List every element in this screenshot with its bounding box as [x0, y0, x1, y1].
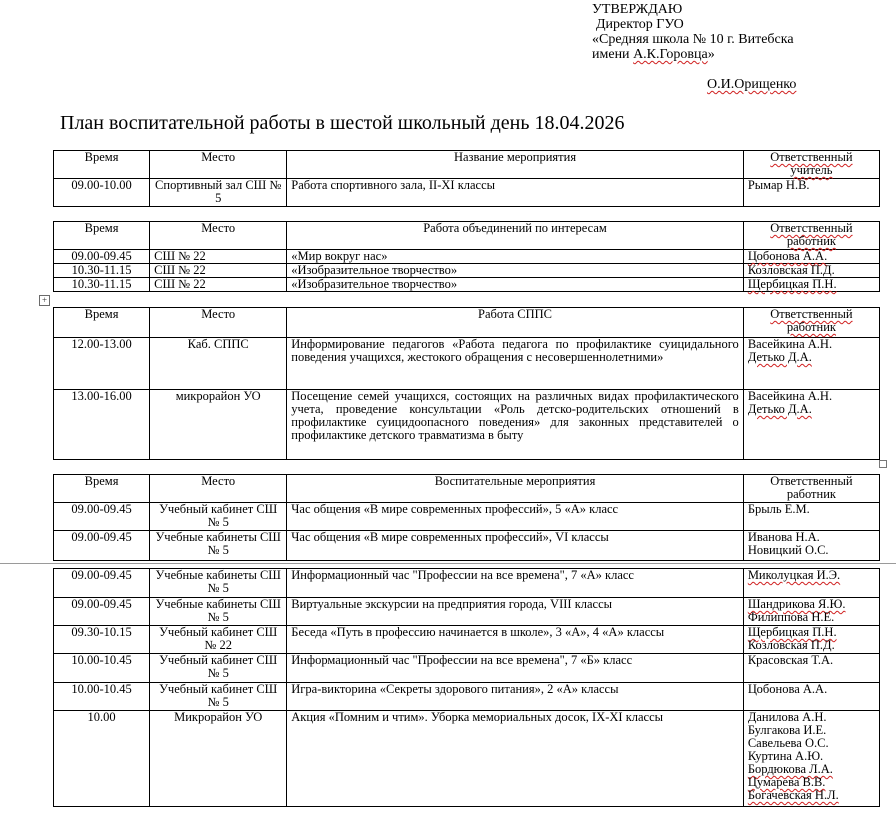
cell-time: 10.30-11.15	[54, 278, 150, 292]
cell-responsible: Миколуцкая И.Э.	[743, 569, 879, 598]
table-resize-handle[interactable]	[879, 460, 887, 468]
cell-responsible: Васейкина А.Н. Детько Д.А.	[743, 390, 879, 460]
cell-time: 10.30-11.15	[54, 264, 150, 278]
cell-time: 09.30-10.15	[54, 626, 150, 654]
cell-event: «Изобразительное творчество»	[287, 278, 744, 292]
table-row	[54, 626, 880, 654]
cell-responsible: Данилова А.Н. Булгакова И.Е. Савельева О.С. Куртина А.Ю. Бордюкова Л.А. Цумарева В.В. Богачевская Н.Л.	[743, 711, 879, 807]
approval-school: «Средняя школа № 10 г. Витебска	[592, 32, 794, 47]
table-row	[54, 531, 880, 561]
cell-place: СШ № 22	[150, 250, 287, 264]
table-row	[54, 683, 880, 711]
cell-responsible: Козловская П.Д.	[743, 264, 879, 278]
cell-time: 09.00-09.45	[54, 598, 150, 626]
cell-responsible: Красовская Т.А.	[743, 654, 879, 683]
cell-place: Учебные кабинеты СШ № 5	[150, 569, 287, 598]
approval-position: Директор ГУО	[596, 17, 684, 32]
header-place: Место	[150, 222, 287, 250]
table-row	[54, 338, 880, 390]
table-row	[54, 390, 880, 460]
educational-events-table	[53, 474, 880, 561]
cell-responsible: Цобонова А.А.	[743, 250, 879, 264]
cell-place: Учебный кабинет СШ № 5	[150, 683, 287, 711]
header-time: Время	[54, 151, 150, 179]
cell-event: Виртуальные экскурсии на предприятия города, VIII классы	[287, 598, 744, 626]
cell-event: «Мир вокруг нас»	[287, 250, 744, 264]
header-responsible: Ответственный работник	[743, 475, 879, 503]
cell-event: Информирование педагогов «Работа педагога по профилактике суицидального поведения учащихся, жестокого обращения с несовершеннолетними»	[287, 338, 744, 390]
table-row	[54, 711, 880, 807]
cell-time: 09.00-09.45	[54, 250, 150, 264]
cell-place: Учебный кабинет СШ № 22	[150, 626, 287, 654]
table-row	[54, 179, 880, 207]
approval-heading: УТВЕРЖДАЮ	[592, 2, 683, 17]
sports-hall-table	[53, 150, 880, 207]
cell-place: Спортивный зал СШ № 5	[150, 179, 287, 207]
cell-event: Час общения «В мире современных профессий», 5 «А» класс	[287, 503, 744, 531]
cell-event: «Изобразительное творчество»	[287, 264, 744, 278]
header-time: Время	[54, 222, 150, 250]
header-event: Работа СППС	[287, 308, 744, 338]
cell-place: Учебные кабинеты СШ № 5	[150, 598, 287, 626]
header-place: Место	[150, 151, 287, 179]
table-row	[54, 503, 880, 531]
cell-place: Каб. СППС	[150, 338, 287, 390]
approval-school-name: имени А.К.Горовца»	[592, 47, 715, 62]
table-row	[54, 278, 880, 292]
table-row	[54, 264, 880, 278]
cell-event: Информационный час "Профессии на все времена", 7 «А» класс	[287, 569, 744, 598]
cell-time: 10.00-10.45	[54, 683, 150, 711]
header-responsible: Ответственный учитель	[743, 151, 879, 179]
cell-responsible: Щербицкая П.Н.	[743, 278, 879, 292]
table-row	[54, 654, 880, 683]
cell-event: Час общения «В мире современных профессий», VI классы	[287, 531, 744, 561]
cell-responsible: Брыль Е.М.	[743, 503, 879, 531]
header-event: Работа объединений по интересам	[287, 222, 744, 250]
cell-time: 09.00-09.45	[54, 569, 150, 598]
header-time: Время	[54, 308, 150, 338]
cell-time: 09.00-09.45	[54, 531, 150, 561]
page-title: План воспитательной работы в шестой школьный день 18.04.2026	[60, 112, 625, 134]
cell-time: 09.00-09.45	[54, 503, 150, 531]
cell-time: 10.00	[54, 711, 150, 807]
table-row	[54, 569, 880, 598]
spps-table	[53, 307, 880, 460]
cell-responsible: Рымар Н.В.	[743, 179, 879, 207]
cell-event: Информационный час "Профессии на все времена", 7 «Б» класс	[287, 654, 744, 683]
header-place: Место	[150, 308, 287, 338]
cell-place: Микрорайон УО	[150, 711, 287, 807]
cell-place: микрорайон УО	[150, 390, 287, 460]
approval-signature: О.И.Орищенко	[707, 77, 797, 92]
interest-groups-table	[53, 221, 880, 292]
table-row	[54, 250, 880, 264]
educational-events-table-continued	[53, 568, 880, 807]
cell-responsible: Иванова Н.А. Новицкий О.С.	[743, 531, 879, 561]
cell-place: Учебный кабинет СШ № 5	[150, 503, 287, 531]
table-row	[54, 598, 880, 626]
cell-responsible: Васейкина А.Н. Детько Д.А.	[743, 338, 879, 390]
cell-responsible: Щербицкая П.Н. Козловская П.Д.	[743, 626, 879, 654]
cell-responsible: Шандрикова Я.Ю. Филиппова Н.Е.	[743, 598, 879, 626]
cell-event: Акция «Помним и чтим». Уборка мемориальных досок, IX-XI классы	[287, 711, 744, 807]
cell-place: СШ № 22	[150, 264, 287, 278]
header-event: Название мероприятия	[287, 151, 744, 179]
header-responsible: Ответственный работник	[743, 308, 879, 338]
cell-time: 10.00-10.45	[54, 654, 150, 683]
cell-time: 12.00-13.00	[54, 338, 150, 390]
header-responsible: Ответственный работник	[743, 222, 879, 250]
approval-block	[592, 2, 796, 92]
cell-time: 13.00-16.00	[54, 390, 150, 460]
cell-event: Игра-викторина «Секреты здорового питания», 2 «А» классы	[287, 683, 744, 711]
header-time: Время	[54, 475, 150, 503]
cell-place: Учебные кабинеты СШ № 5	[150, 531, 287, 561]
cell-place: Учебный кабинет СШ № 5	[150, 654, 287, 683]
cell-event: Беседа «Путь в профессию начинается в школе», 3 «А», 4 «А» классы	[287, 626, 744, 654]
cell-event: Работа спортивного зала, II-XI классы	[287, 179, 744, 207]
table-move-handle-icon[interactable]: +	[39, 295, 50, 306]
cell-event: Посещение семей учащихся, состоящих на различных видах профилактического учета, проведение консультации «Роль детско-родительских отношений в профилактике суицидоопасного поведения» для законных представителей о профилактике детского травматизма в быту	[287, 390, 744, 460]
header-event: Воспитательные мероприятия	[287, 475, 744, 503]
page-break-divider	[0, 563, 896, 564]
cell-responsible: Цобонова А.А.	[743, 683, 879, 711]
header-place: Место	[150, 475, 287, 503]
cell-place: СШ № 22	[150, 278, 287, 292]
cell-time: 09.00-10.00	[54, 179, 150, 207]
